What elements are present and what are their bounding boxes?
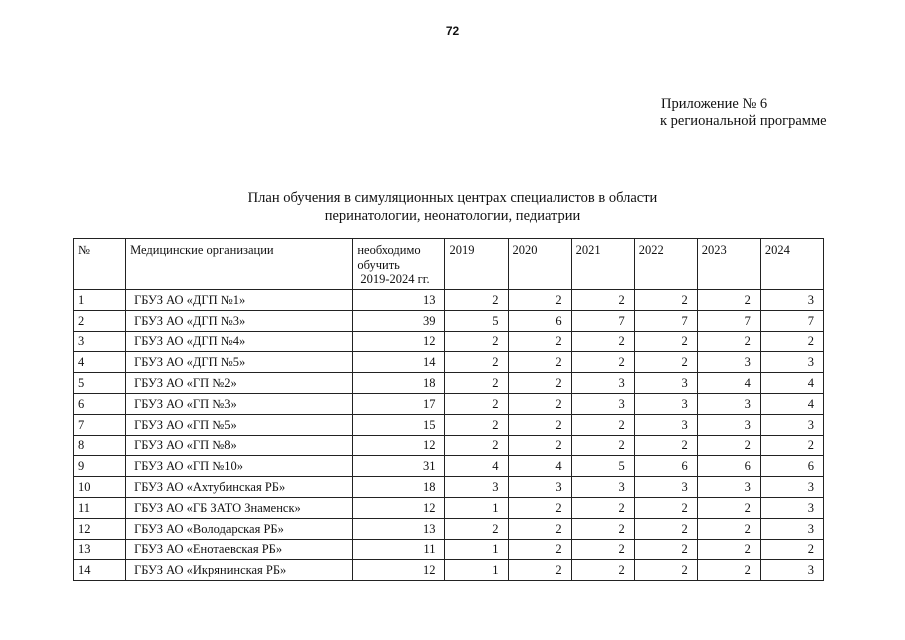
cell-num: 9 [74, 456, 126, 477]
cell-2021: 3 [571, 393, 634, 414]
cell-2022: 3 [634, 373, 697, 394]
cell-2022: 7 [634, 310, 697, 331]
cell-2021: 3 [571, 477, 634, 498]
cell-2022: 2 [634, 560, 697, 581]
cell-2019: 3 [445, 477, 508, 498]
cell-num: 11 [74, 497, 126, 518]
cell-2021: 3 [571, 373, 634, 394]
cell-org: ГБУЗ АО «Володарская РБ» [126, 518, 353, 539]
cell-total: 12 [353, 331, 445, 352]
cell-2020: 2 [508, 560, 571, 581]
cell-total: 13 [353, 518, 445, 539]
cell-2023: 2 [697, 560, 760, 581]
cell-2020: 2 [508, 497, 571, 518]
cell-total: 15 [353, 414, 445, 435]
cell-total: 12 [353, 497, 445, 518]
cell-total: 18 [353, 373, 445, 394]
cell-2023: 4 [697, 373, 760, 394]
cell-2019: 4 [445, 456, 508, 477]
cell-org: ГБУЗ АО «ДГП №1» [126, 290, 353, 311]
cell-2024: 3 [760, 560, 823, 581]
cell-2022: 3 [634, 477, 697, 498]
cell-2022: 2 [634, 435, 697, 456]
cell-total: 14 [353, 352, 445, 373]
header-2019: 2019 [445, 239, 508, 290]
cell-org: ГБУЗ АО «Ахтубинская РБ» [126, 477, 353, 498]
cell-2021: 2 [571, 518, 634, 539]
cell-2020: 6 [508, 310, 571, 331]
cell-2023: 2 [697, 497, 760, 518]
cell-org: ГБУЗ АО «ДГП №3» [126, 310, 353, 331]
cell-total: 17 [353, 393, 445, 414]
cell-2022: 2 [634, 518, 697, 539]
table-row [74, 435, 824, 456]
cell-2021: 2 [571, 352, 634, 373]
table-row [74, 290, 824, 311]
cell-num: 7 [74, 414, 126, 435]
cell-2024: 7 [760, 310, 823, 331]
cell-num: 8 [74, 435, 126, 456]
cell-org: ГБУЗ АО «ГП №5» [126, 414, 353, 435]
header-need [353, 239, 445, 290]
table-row [74, 518, 824, 539]
cell-num: 5 [74, 373, 126, 394]
cell-2023: 2 [697, 539, 760, 560]
cell-num: 10 [74, 477, 126, 498]
cell-2020: 2 [508, 290, 571, 311]
cell-2023: 2 [697, 290, 760, 311]
cell-2020: 2 [508, 539, 571, 560]
header-need-line-1: необходимо [357, 243, 421, 257]
cell-2022: 6 [634, 456, 697, 477]
cell-2020: 2 [508, 331, 571, 352]
training-plan-table [73, 238, 824, 581]
cell-2019: 2 [445, 290, 508, 311]
cell-2020: 2 [508, 435, 571, 456]
cell-2023: 7 [697, 310, 760, 331]
cell-2021: 2 [571, 560, 634, 581]
header-need-line-2: обучить [357, 257, 400, 272]
cell-2019: 2 [445, 393, 508, 414]
cell-num: 6 [74, 393, 126, 414]
cell-org: ГБУЗ АО «Енотаевская РБ» [126, 539, 353, 560]
cell-2020: 2 [508, 373, 571, 394]
cell-2019: 5 [445, 310, 508, 331]
cell-org: ГБУЗ АО «ГП №3» [126, 393, 353, 414]
cell-2019: 2 [445, 518, 508, 539]
cell-2019: 2 [445, 414, 508, 435]
cell-2024: 3 [760, 497, 823, 518]
cell-2022: 3 [634, 414, 697, 435]
cell-2022: 2 [634, 497, 697, 518]
cell-2019: 1 [445, 497, 508, 518]
table-row [74, 331, 824, 352]
table-row [74, 373, 824, 394]
appendix-note [660, 96, 827, 130]
cell-2024: 3 [760, 518, 823, 539]
cell-org: ГБУЗ АО «ГБ ЗАТО Знаменск» [126, 497, 353, 518]
header-2024: 2024 [760, 239, 823, 290]
cell-2024: 3 [760, 290, 823, 311]
cell-num: 2 [74, 310, 126, 331]
table-row [74, 352, 824, 373]
cell-num: 3 [74, 331, 126, 352]
table-row [74, 539, 824, 560]
cell-2020: 2 [508, 352, 571, 373]
cell-2023: 2 [697, 331, 760, 352]
cell-2024: 3 [760, 352, 823, 373]
table-header-row [74, 239, 824, 290]
cell-org: ГБУЗ АО «ДГП №5» [126, 352, 353, 373]
header-2022: 2022 [634, 239, 697, 290]
table-row [74, 310, 824, 331]
cell-2024: 2 [760, 435, 823, 456]
cell-2020: 2 [508, 414, 571, 435]
cell-org: ГБУЗ АО «ГП №10» [126, 456, 353, 477]
cell-org: ГБУЗ АО «ГП №2» [126, 373, 353, 394]
cell-2024: 3 [760, 477, 823, 498]
cell-2024: 4 [760, 373, 823, 394]
table-row [74, 497, 824, 518]
cell-2022: 2 [634, 539, 697, 560]
cell-org: ГБУЗ АО «ГП №8» [126, 435, 353, 456]
cell-2023: 3 [697, 393, 760, 414]
cell-2024: 2 [760, 331, 823, 352]
cell-org: ГБУЗ АО «ДГП №4» [126, 331, 353, 352]
cell-num: 13 [74, 539, 126, 560]
cell-2023: 2 [697, 435, 760, 456]
cell-2023: 6 [697, 456, 760, 477]
cell-2019: 1 [445, 539, 508, 560]
cell-total: 12 [353, 435, 445, 456]
cell-2021: 2 [571, 497, 634, 518]
cell-total: 18 [353, 477, 445, 498]
cell-2022: 3 [634, 393, 697, 414]
document-title [0, 189, 905, 225]
cell-2023: 2 [697, 518, 760, 539]
cell-2021: 2 [571, 435, 634, 456]
cell-2021: 7 [571, 310, 634, 331]
cell-num: 1 [74, 290, 126, 311]
cell-2021: 2 [571, 539, 634, 560]
table-row [74, 477, 824, 498]
cell-2021: 2 [571, 331, 634, 352]
cell-2021: 2 [571, 290, 634, 311]
cell-2019: 2 [445, 352, 508, 373]
header-need-line-3: 2019-2024 гг. [360, 272, 430, 286]
cell-2022: 2 [634, 331, 697, 352]
page-number: 72 [445, 24, 460, 38]
table-body [74, 290, 824, 581]
cell-2019: 1 [445, 560, 508, 581]
cell-total: 31 [353, 456, 445, 477]
cell-2024: 3 [760, 414, 823, 435]
cell-2022: 2 [634, 352, 697, 373]
cell-num: 14 [74, 560, 126, 581]
title-line-1: План обучения в симуляционных центрах специалистов в области [247, 190, 658, 206]
table-row [74, 560, 824, 581]
header-num: № [74, 239, 126, 290]
cell-2023: 3 [697, 477, 760, 498]
cell-org: ГБУЗ АО «Икрянинская РБ» [126, 560, 353, 581]
table-row [74, 456, 824, 477]
header-2023: 2023 [697, 239, 760, 290]
cell-2023: 3 [697, 352, 760, 373]
cell-total: 11 [353, 539, 445, 560]
cell-2021: 5 [571, 456, 634, 477]
title-line-2: перинатологии, неонатологии, педиатрии [324, 208, 581, 224]
cell-2020: 4 [508, 456, 571, 477]
cell-2019: 2 [445, 435, 508, 456]
cell-2020: 2 [508, 393, 571, 414]
cell-2019: 2 [445, 373, 508, 394]
cell-total: 12 [353, 560, 445, 581]
table-row [74, 393, 824, 414]
appendix-line-2: к региональной программе [660, 113, 827, 129]
header-2020: 2020 [508, 239, 571, 290]
cell-num: 4 [74, 352, 126, 373]
cell-2020: 2 [508, 518, 571, 539]
table-row [74, 414, 824, 435]
cell-total: 13 [353, 290, 445, 311]
cell-num: 12 [74, 518, 126, 539]
appendix-line-1: Приложение № 6 [661, 96, 768, 112]
cell-2024: 6 [760, 456, 823, 477]
cell-total: 39 [353, 310, 445, 331]
cell-2024: 2 [760, 539, 823, 560]
cell-2023: 3 [697, 414, 760, 435]
header-org: Медицинские организации [126, 239, 353, 290]
cell-2024: 4 [760, 393, 823, 414]
header-2021: 2021 [571, 239, 634, 290]
cell-2021: 2 [571, 414, 634, 435]
cell-2020: 3 [508, 477, 571, 498]
cell-2022: 2 [634, 290, 697, 311]
cell-2019: 2 [445, 331, 508, 352]
